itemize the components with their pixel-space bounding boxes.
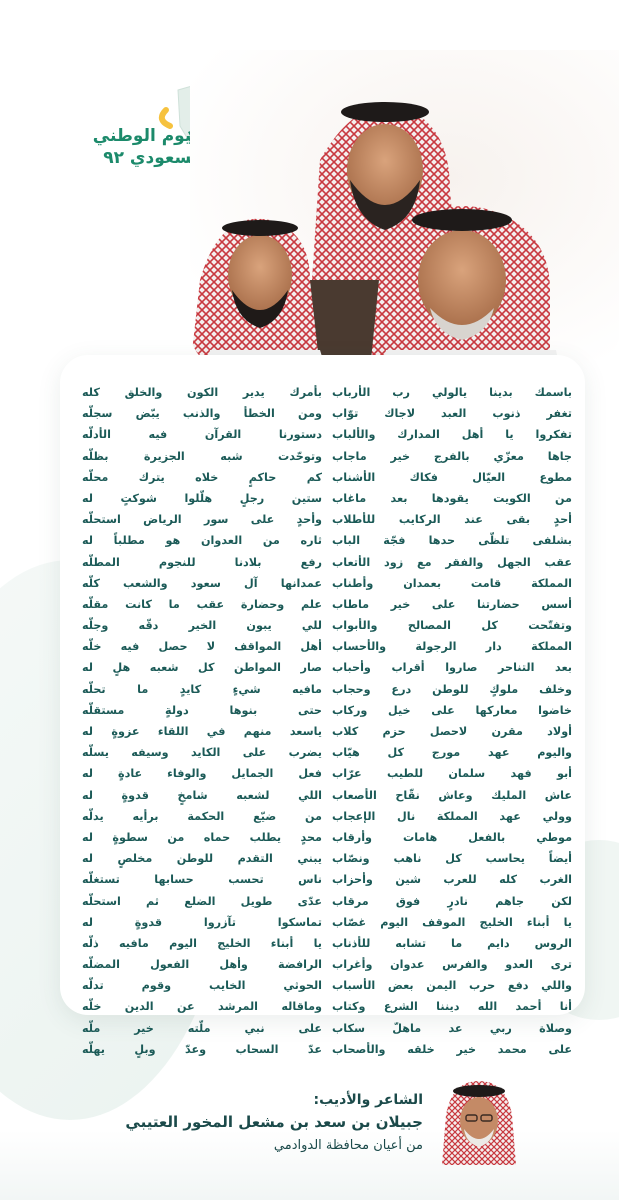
verse-line: الغرب كله للعرب شين وأحزاب [332,873,572,887]
verse-line: على نبي ملّته خير ملّه [82,1021,322,1035]
verse-line: واللي دفع حرب اليمن بعض الأسباب [332,979,572,993]
verse-line: أهل المواقف لا حصل فيه خلّه [82,640,322,654]
poem-left-column [82,382,322,1060]
verse-line: حتى بنوها دولةٍ مستقلّه [82,703,322,717]
verse-line: واليوم عهد مورج كل هيّاب [332,746,572,760]
verse-line: الحوثي الخايب وقوم تدلّه [82,979,322,993]
verse-line: من ضيّع الحكمة برأيه يدلّه [82,809,322,823]
verse-line: أحدٍ بقى عند الركايب للأطلاب [332,513,572,527]
verse-line: وخلف ملوكٍ للوطن درع وحجاب [332,682,572,696]
verse-line: يا أبناء الخليج الموقف اليوم غصّاب [332,915,572,929]
verse-line: عدّى طويل الضلع ثم استحلّه [82,894,322,908]
leaders-portraits [190,50,619,370]
verse-line: صار المواطن كل شعبه هلٍ له [82,661,322,675]
verse-line: مافيه شيءٍ كايدٍ ما تحلّه [82,682,322,696]
verse-line: على محمد خير خلقه والأصحاب [332,1042,572,1056]
verse-line: عدّ السحاب وعدّ وبلٍ يهلّه [82,1042,322,1056]
verse-line: تفكروا يا أهل المدارك والألباب [332,428,572,442]
verse-line: ياسعد منهم في اللقاء عزوةٍ له [82,725,322,738]
verse-line: ثاره من العدوان هو مطلباً له [82,534,322,548]
verse-line: وصلاة ربي عد ماهلّ سكاب [332,1021,572,1035]
verse-line: رفع بلادنا للنجوم المطلّه [82,555,322,569]
logo-title-line1: اليوم الوطني [92,126,204,146]
verse-line: خاضوا معاركها على خيل وركاب [332,703,572,717]
logo-title-line2: السعودي ٩٢ [103,148,204,168]
verse-line: من الكويت يقودها بعد ماغاب [332,491,572,505]
verse-line: أسس حضارتنا على خير ماطاب [332,597,572,611]
verse-line: للي يبون الخير دقّه وجلّه [82,619,322,633]
verse-line: الروس دايم ما تشابه للأذناب [332,936,572,950]
poet-name: جبيلان بن سعد بن مشعل المخور العتيبي [125,1113,423,1131]
verse-line: عاش المليك وعاش نقّاح الأصعاب [332,788,572,802]
verse-line: المملكة دار الرجولة والأحساب [332,640,572,654]
verse-line: الرافضة وأهل الفعول المضلّه [82,958,322,972]
verse-line: بأمرك يدير الكون والخلق كله [82,386,322,399]
verse-line: وماقاله المرشد عن الدين خلّه [82,1000,322,1014]
verse-line: دستورنا القرآن فيه الأدلّه [82,428,322,442]
verse-line: المملكة قامت بعمدان وأطناب [332,576,572,590]
poem-right-column [332,382,572,1060]
verse-line: ستين رجلٍ هلّلوا شوكتٍ له [82,491,322,505]
verse-line: محدٍ يطلب حماه من سطوةٍ له [82,830,322,844]
verse-line: يضرب على الكايد وسيفه يسلّه [82,746,322,760]
poet-photo [440,1075,518,1165]
verse-line: أنا أحمد الله ديننا الشرع وكتاب [332,1000,572,1014]
verse-line: اللي لشعبه شامخٍ قدوةٍ له [82,788,322,802]
verse-line: وتوحّدت شبه الجزيرة بظلّه [82,449,322,463]
verse-line: وأحدٍ على سور الرياض استحلّه [82,513,322,527]
verse-line: موطي بالفعل هامات وأرقاب [332,830,572,844]
verse-line: وولي عهد المملكة نال الإعجاب [332,809,572,823]
verse-line: أولاد مقرن لاحصل حزم كلاب [332,725,572,738]
verse-line: مطوع العيّال فكاك الأشناب [332,470,572,484]
poet-title: الشاعر والأديب: [313,1092,423,1108]
verse-line: ترى العدو والفرس عدوان وأغراب [332,958,572,972]
verse-line: باسمك بدينا يالولي رب الأرباب [332,386,572,399]
verse-line: ومن الخطأ والذنب يبّض سجلّه [82,407,322,421]
poet-origin: من أعيان محافظة الدوادمي [273,1138,423,1153]
verse-line: تغفر ذنوب العبد لاجاك توّاب [332,407,572,421]
verse-line: بعد التناحر صاروا أقراب وأحباب [332,661,572,675]
verse-line: ناس تحسب حسابها تستغلّه [82,873,322,887]
verse-line: أبو فهد سلمان للطيب عرّاب [332,767,572,781]
verse-line: أيضاً يحاسب كل ناهب ونصّاب [332,852,572,866]
verse-line: كم حاكمٍ خلاه يترك محلّه [82,470,322,484]
verse-line: علم وحضارة عقب ما كانت مقلّه [82,597,322,611]
verse-line: عمدانها آل سعود والشعب كلّه [82,576,322,590]
verse-line: بشلفى تلظّى حدها فجّة الباب [332,534,572,548]
verse-line: يبني التقدم للوطن مخلصٍ له [82,852,322,866]
verse-line: تماسكوا تآزروا قدوةٍ له [82,915,322,929]
verse-line: لكن جاهم نادرٍ فوق مرقاب [332,894,572,908]
verse-line: وتفتّحت كل المصالح والأبواب [332,619,572,633]
verse-line: عقب الجهل والفقر مع زود الأتعاب [332,555,572,569]
verse-line: فعل الجمايل والوفاء عادةٍ له [82,767,322,781]
verse-line: يا أبناء الخليج اليوم مافيه ذلّه [82,936,322,950]
verse-line: جاها معزّي بالفرج خير ماجاب [332,449,572,463]
